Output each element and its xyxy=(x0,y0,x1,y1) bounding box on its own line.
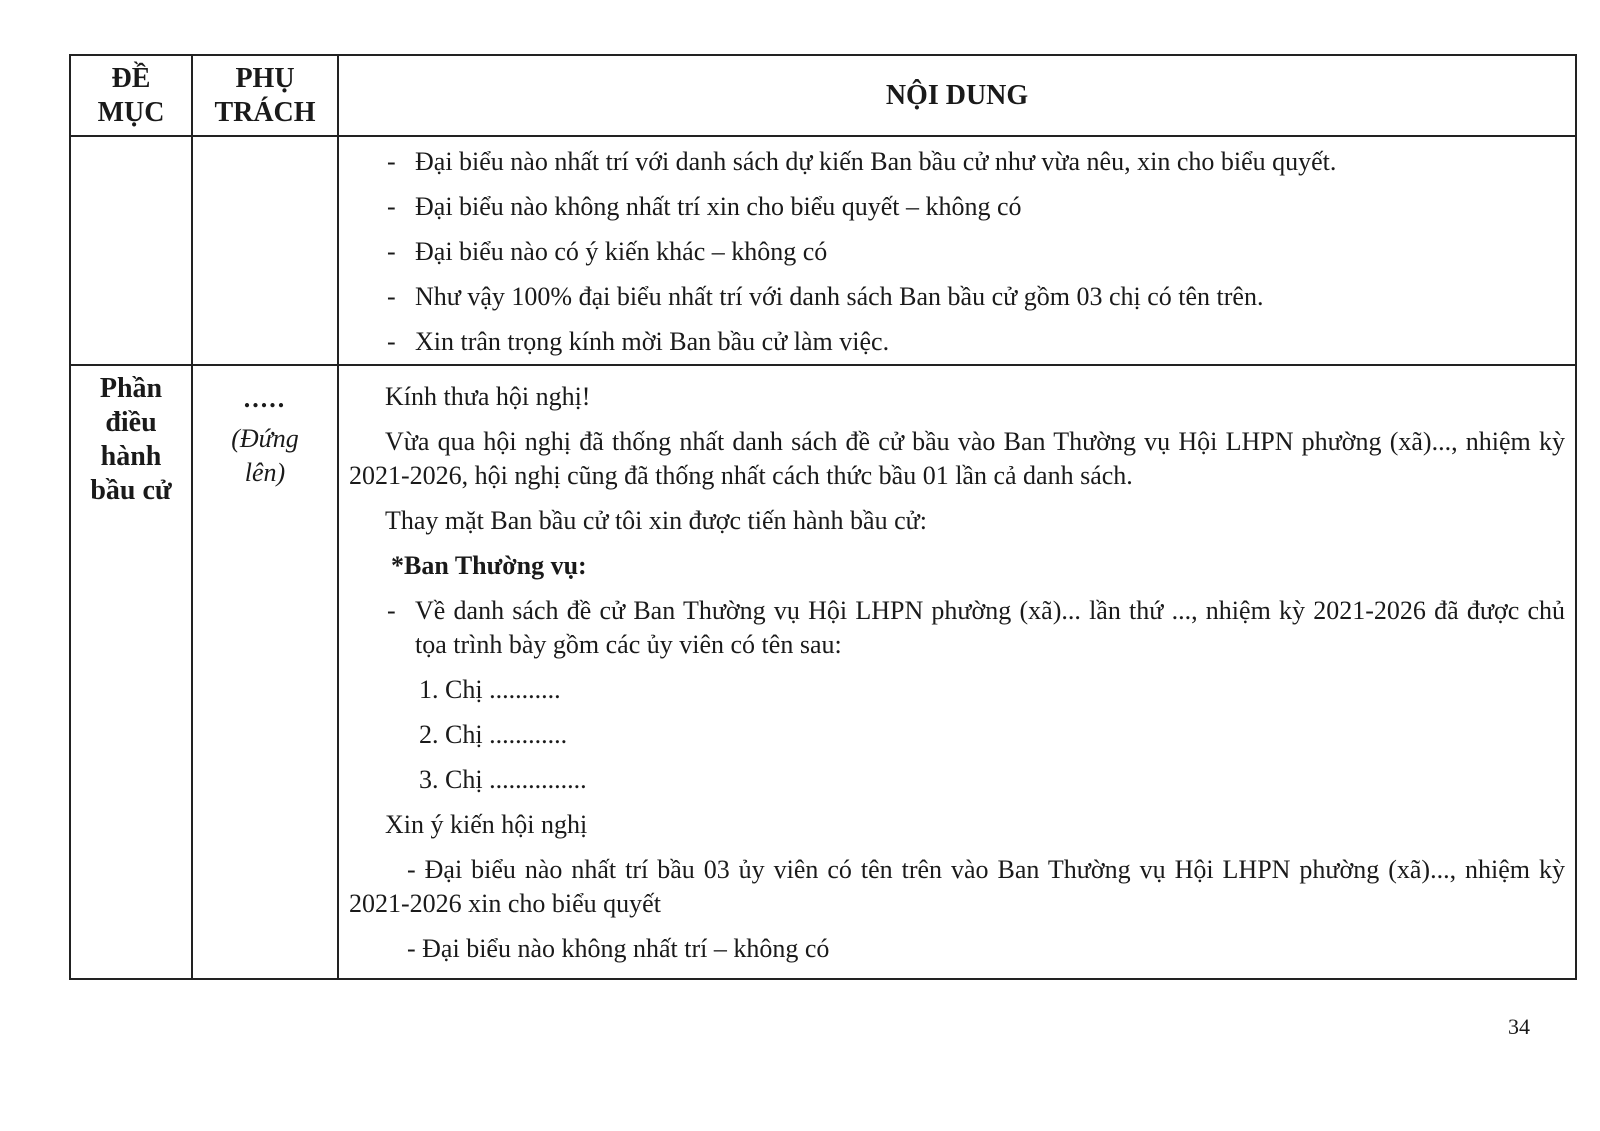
cell-section-empty xyxy=(70,136,192,365)
header-content: NỘI DUNG xyxy=(338,55,1576,136)
list-item: - Đại biểu nào nhất trí với danh sách dự kiến Ban bầu cử như vừa nêu, xin cho biểu quyết. xyxy=(339,139,1567,184)
section-title-line: bầu cử xyxy=(90,475,172,506)
paragraph: Vừa qua hội nghị đã thống nhất danh sách đề cử bầu vào Ban Thường vụ Hội LHPN phường (xã)..., nhiệm kỳ 2021-2026, hội nghị cũng đã thống nhất cách thức bầu 01 lần cả danh sách. xyxy=(349,427,1565,490)
header-responsible-line2: TRÁCH xyxy=(214,96,316,128)
list-item: - Đại biểu nào không nhất trí xin cho biểu quyết – không có xyxy=(339,184,1567,229)
section-title-line: Phần xyxy=(99,373,163,404)
bullet-list xyxy=(339,137,1575,364)
header-responsible xyxy=(192,55,338,136)
agenda-table xyxy=(69,54,1577,980)
paragraph: Xin ý kiến hội nghị xyxy=(385,810,588,839)
dash-item-text: Về danh sách đề cử Ban Thường vụ Hội LHPN phường (xã)... lần thứ ..., nhiệm kỳ 2021-2026 đã được chủ tọa trình bày gồm các ủy viên có tên sau: xyxy=(415,596,1565,659)
header-responsible-line1: PHỤ xyxy=(235,62,295,94)
dash-item xyxy=(349,594,1565,662)
table-header-row xyxy=(70,55,1576,136)
paragraph: - Đại biểu nào không nhất trí – không có xyxy=(407,934,830,963)
cell-section xyxy=(70,365,192,979)
table-row xyxy=(70,136,1576,365)
responsible-note-line: lên) xyxy=(244,458,286,487)
list-item: 3. Chị ............... xyxy=(419,765,587,794)
paragraph: - Đại biểu nào nhất trí bầu 03 ủy viên có tên trên vào Ban Thường vụ Hội LHPN phường (xã)..., nhiệm kỳ 2021-2026 xin cho biểu quyết xyxy=(349,855,1565,918)
table-row xyxy=(70,365,1576,979)
subheading: *Ban Thường vụ: xyxy=(391,551,587,580)
header-section-line1: ĐỀ xyxy=(111,62,151,94)
section-title-line: điều xyxy=(105,407,157,438)
responsible-note-line: (Đứng xyxy=(231,424,299,453)
list-item: - Đại biểu nào có ý kiến khác – không có xyxy=(339,229,1567,274)
list-item: - Xin trân trọng kính mời Ban bầu cử làm việc. xyxy=(339,319,1567,364)
list-item: 2. Chị ............ xyxy=(419,720,568,749)
cell-responsible xyxy=(192,365,338,979)
greeting: Kính thưa hội nghị! xyxy=(385,382,591,411)
section-title-line: hành xyxy=(100,441,162,472)
header-section xyxy=(70,55,192,136)
cell-responsible-empty xyxy=(192,136,338,365)
responsible-placeholder: ..... xyxy=(243,384,287,413)
cell-content xyxy=(338,136,1576,365)
responsible-note xyxy=(193,422,337,490)
section-title xyxy=(71,366,191,508)
dash-marker: - xyxy=(387,596,396,625)
list-item: 1. Chị ........... xyxy=(419,675,561,704)
content-body xyxy=(339,366,1575,966)
cell-content xyxy=(338,365,1576,979)
list-item: - Như vậy 100% đại biểu nhất trí với danh sách Ban bầu cử gồm 03 chị có tên trên. xyxy=(339,274,1567,319)
page-number: 34 xyxy=(1508,1014,1530,1039)
header-section-line2: MỤC xyxy=(97,96,165,128)
paragraph: Thay mặt Ban bầu cử tôi xin được tiến hành bầu cử: xyxy=(385,506,927,535)
